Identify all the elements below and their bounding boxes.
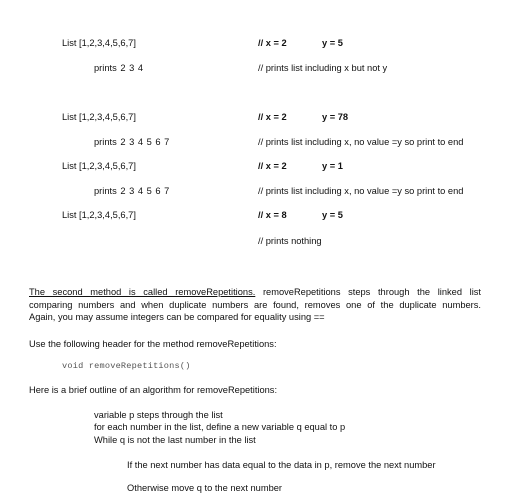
algorithm-line-3: While q is not the last number in the list (94, 434, 256, 445)
example-comment-4: // prints nothing (258, 236, 322, 246)
paragraph-line-1-rest: removeRepetitions steps through the linked list (255, 287, 481, 297)
algorithm-block (94, 409, 345, 446)
example-x-4: // x = 8 (258, 210, 287, 220)
example-x-1: // x = 2 (258, 38, 287, 48)
example-y-3: y = 1 (322, 161, 343, 171)
paragraph-line-1 (29, 286, 481, 299)
example-list-3: List [1,2,3,4,5,6,7] (62, 161, 136, 171)
example-list-4: List [1,2,3,4,5,6,7] (62, 210, 136, 220)
algorithm-inner-line-1: If the next number has data equal to the data in p, remove the next number (127, 460, 436, 470)
method-name-underlined: The second method is called removeRepetitions. (29, 287, 256, 297)
example-x-2: // x = 2 (258, 112, 287, 122)
example-y-2: y = 78 (322, 112, 349, 122)
example-y-1: y = 5 (322, 38, 343, 48)
second-method-paragraph (29, 286, 481, 324)
example-comment-3: // prints list including x, no value =y so print to end (258, 186, 464, 196)
example-output-3: prints 2 3 4 5 6 7 (94, 186, 170, 196)
example-list-2: List [1,2,3,4,5,6,7] (62, 112, 136, 122)
example-output-2: prints 2 3 4 5 6 7 (94, 137, 170, 147)
method-signature: void removeRepetitions() (62, 361, 191, 371)
example-list-1: List [1,2,3,4,5,6,7] (62, 38, 136, 48)
algorithm-line-2: for each number in the list, define a new variable q equal to p (94, 422, 346, 433)
example-comment-1: // prints list including x but not y (258, 63, 388, 73)
header-intro: Use the following header for the method removeRepetitions: (29, 339, 277, 349)
example-output-1: prints 2 3 4 (94, 63, 143, 73)
algorithm-inner-line-2: Otherwise move q to the next number (127, 483, 283, 493)
paragraph-line-2: comparing numbers and when duplicate numbers are found, removes one of the duplicate numbers. (29, 299, 481, 310)
example-y-4: y = 5 (322, 210, 343, 220)
paragraph-line-3: Again, you may assume integers can be compared for equality using == (29, 312, 325, 323)
algorithm-line-1: variable p steps through the list (94, 410, 223, 420)
outline-intro: Here is a brief outline of an algorithm for removeRepetitions: (29, 385, 278, 395)
example-x-3: // x = 2 (258, 161, 287, 171)
example-comment-2: // prints list including x, no value =y so print to end (258, 137, 464, 147)
